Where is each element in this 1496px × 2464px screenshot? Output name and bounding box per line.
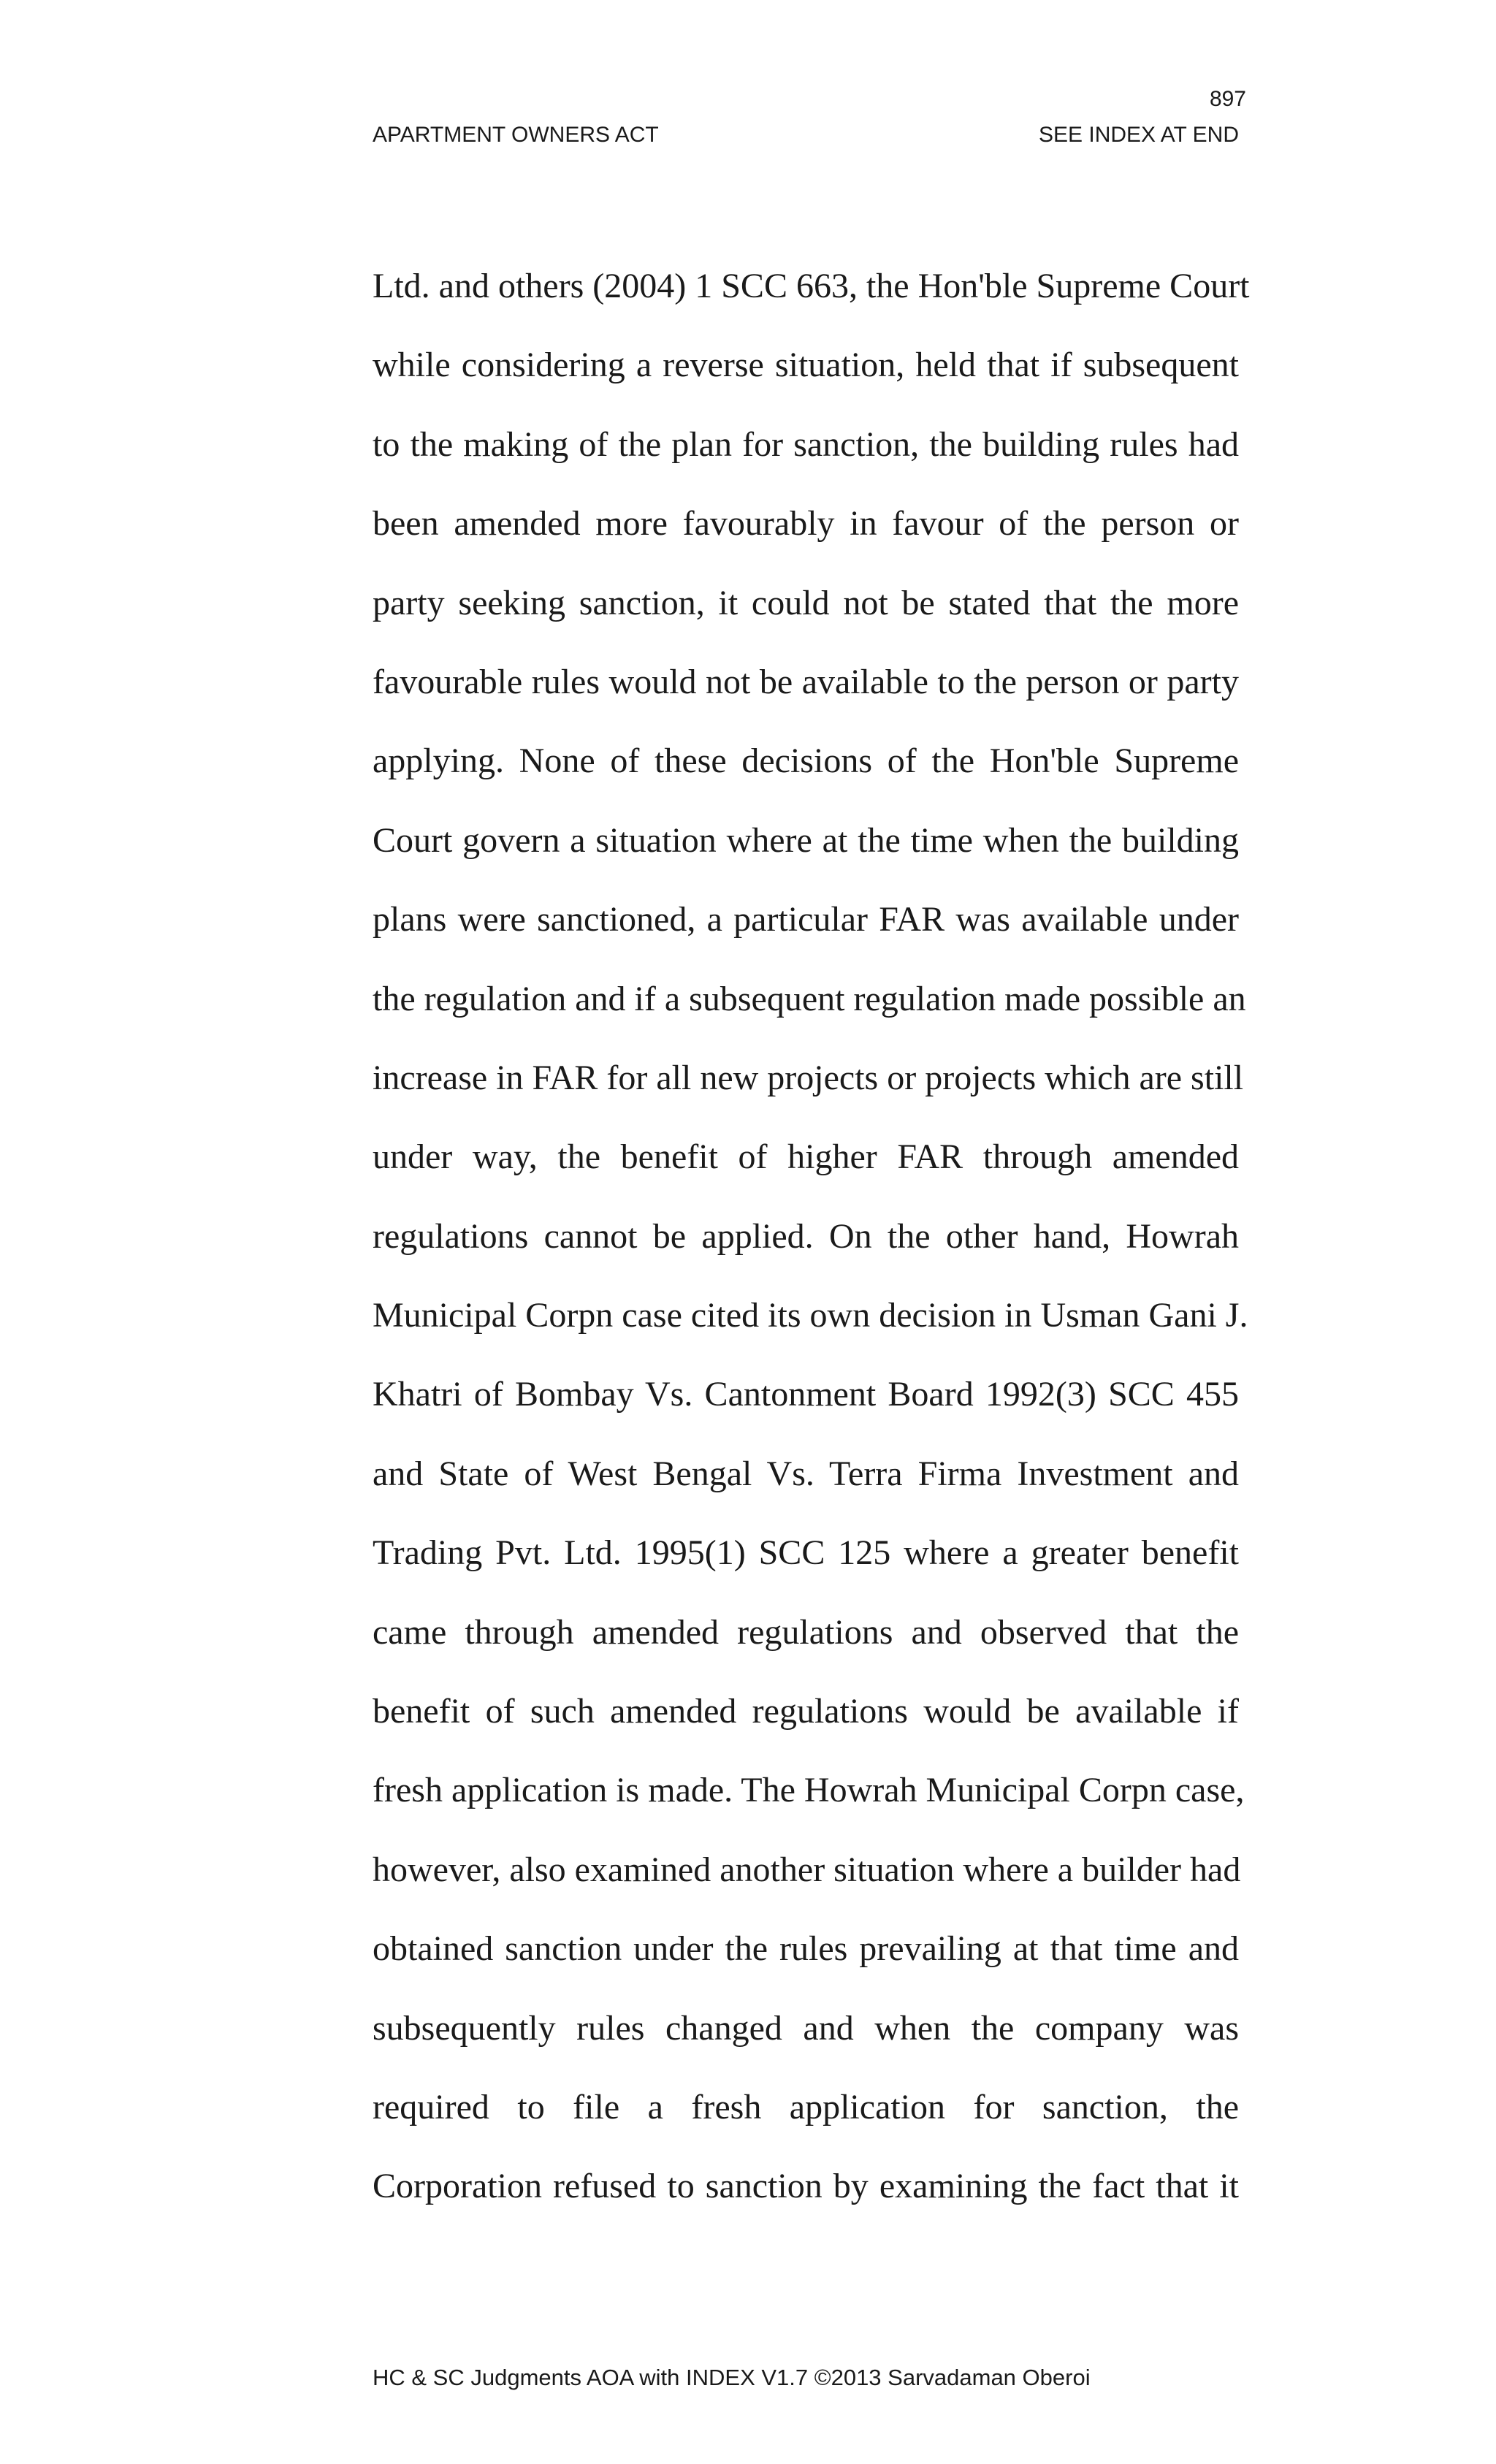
page-number: 897 <box>1209 87 1246 111</box>
header-left-title: APARTMENT OWNERS ACT <box>373 123 659 147</box>
body-line: favourable rules would not be available to the person or party <box>373 662 1239 701</box>
body-line: Trading Pvt. Ltd. 1995(1) SCC 125 where a greater benefit <box>373 1533 1239 1573</box>
page-footer: HC & SC Judgments AOA with INDEX V1.7 ©2013 Sarvadaman Oberoi <box>373 2365 1091 2390</box>
body-line: fresh application is made. The Howrah Municipal Corpn case, <box>373 1771 1245 1810</box>
body-line: subsequently rules changed and when the company was <box>373 2008 1239 2048</box>
body-line: Ltd. and others (2004) 1 SCC 663, the Hon'ble Supreme Court <box>373 267 1250 305</box>
body-line: obtained sanction under the rules prevailing at that time and <box>373 1929 1239 1969</box>
body-line: came through amended regulations and observed that the <box>373 1612 1239 1652</box>
body-line: required to file a fresh application for sanction, the <box>373 2087 1239 2127</box>
body-line: and State of West Bengal Vs. Terra Firma Investment and <box>373 1454 1239 1493</box>
body-line: Corporation refused to sanction by examining the fact that it <box>373 2167 1239 2206</box>
body-line: regulations cannot be applied. On the other hand, Howrah <box>373 1216 1239 1256</box>
body-line: Court govern a situation where at the time when the building <box>373 820 1239 860</box>
body-line: to the making of the plan for sanction, the building rules had <box>373 424 1239 464</box>
body-line: the regulation and if a subsequent regulation made possible an <box>373 979 1246 1018</box>
body-line: Municipal Corpn case cited its own decision in Usman Gani J. <box>373 1296 1248 1335</box>
body-line: benefit of such amended regulations would be available if <box>373 1692 1239 1731</box>
body-text <box>373 260 1250 2240</box>
body-line: however, also examined another situation where a builder had <box>373 1850 1241 1889</box>
running-header <box>373 121 1239 149</box>
body-line: while considering a reverse situation, held that if subsequent <box>373 346 1239 385</box>
header-right-title: SEE INDEX AT END <box>1039 123 1239 147</box>
body-line: under way, the benefit of higher FAR through amended <box>373 1137 1239 1177</box>
body-line: increase in FAR for all new projects or projects which are still <box>373 1058 1244 1097</box>
body-line: party seeking sanction, it could not be stated that the more <box>373 583 1239 622</box>
body-line: applying. None of these decisions of the Hon'ble Supreme <box>373 741 1239 781</box>
body-line: Khatri of Bombay Vs. Cantonment Board 1992(3) SCC 455 <box>373 1375 1239 1414</box>
body-line: been amended more favourably in favour of the person or <box>373 504 1239 543</box>
body-line: plans were sanctioned, a particular FAR was available under <box>373 900 1239 939</box>
